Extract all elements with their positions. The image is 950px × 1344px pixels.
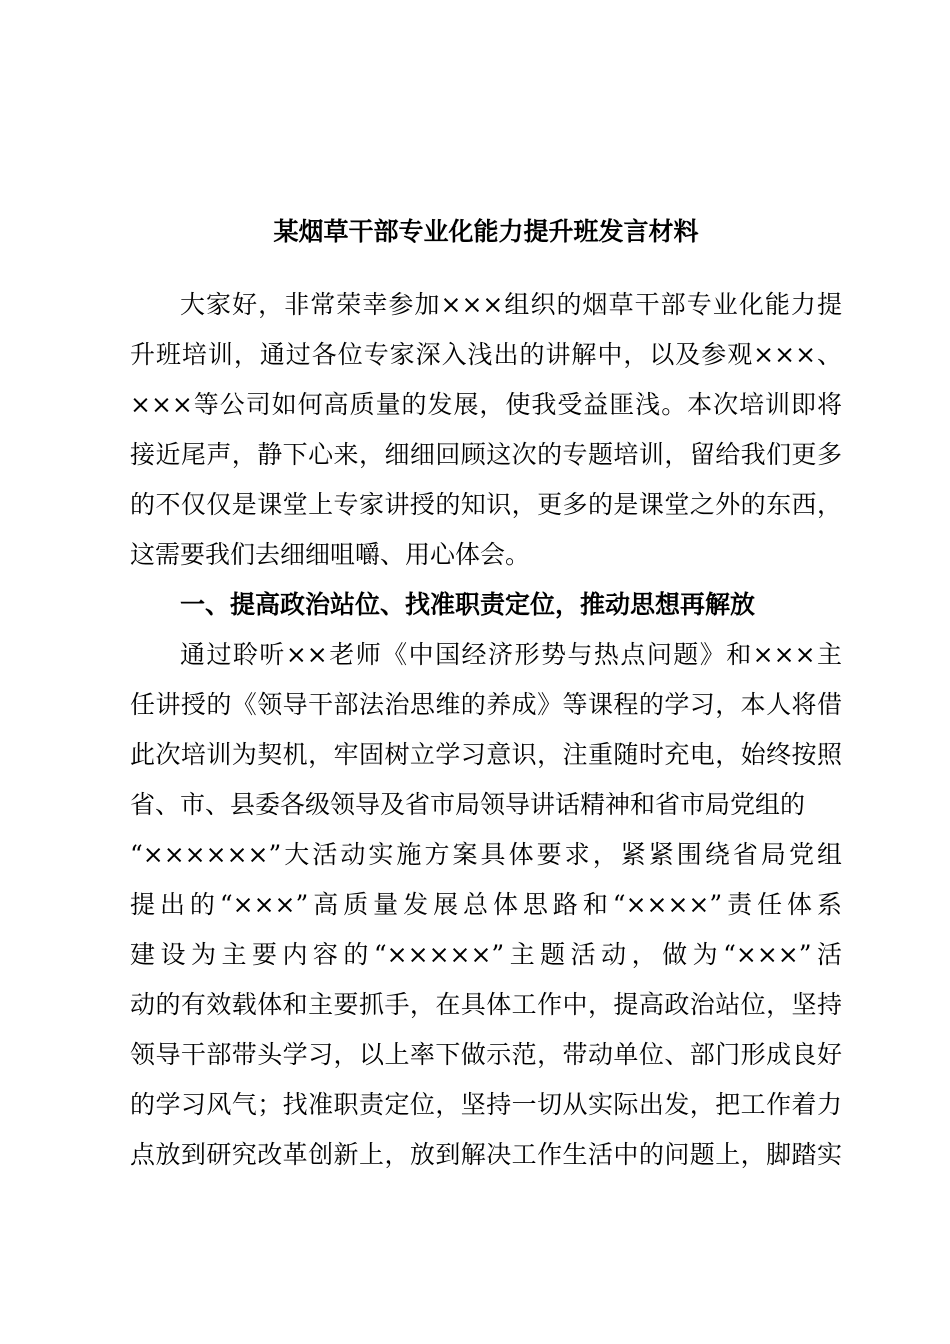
paragraph-1-line: 升班培训，通过各位专家深入浅出的讲解中，以及参观×××、: [130, 340, 842, 369]
paragraph-2-line: “××××××”大活动实施方案具体要求，紧紧围绕省局党组: [130, 840, 842, 869]
paragraph-2-line: 省、市、县委各级领导及省市局领导讲话精神和省市局党组的: [130, 790, 806, 819]
section-heading: 一、提高政治站位、找准职责定位，推动思想再解放: [180, 590, 756, 619]
paragraph-2-line: 通过聆听××老师《中国经济形势与热点问题》和×××主: [180, 640, 842, 669]
paragraph-2-line: 建设为主要内容的“×××××”主题活动，做为“×××”活: [130, 940, 842, 969]
paragraph-1-line: 的不仅仅是课堂上专家讲授的知识，更多的是课堂之外的东西，: [130, 490, 842, 519]
paragraph-2-line: 的学习风气；找准职责定位，坚持一切从实际出发，把工作着力: [130, 1090, 842, 1119]
paragraph-1-line: 这需要我们去细细咀嚼、用心体会。: [130, 540, 531, 569]
paragraph-2-line: 领导干部带头学习，以上率下做示范，带动单位、部门形成良好: [130, 1040, 842, 1069]
document-title: 某烟草干部专业化能力提升班发言材料: [273, 217, 699, 246]
paragraph-1-line: 接近尾声，静下心来，细细回顾这次的专题培训，留给我们更多: [130, 440, 842, 469]
paragraph-1-line: 大家好，非常荣幸参加×××组织的烟草干部专业化能力提: [180, 290, 842, 319]
paragraph-1-line: ×××等公司如何高质量的发展，使我受益匪浅。本次培训即将: [130, 390, 842, 419]
paragraph-2-line: 此次培训为契机，牢固树立学习意识，注重随时充电，始终按照: [130, 740, 842, 769]
paragraph-2-line: 提出的“×××”高质量发展总体思路和“××××”责任体系: [130, 890, 842, 919]
paragraph-2-line: 点放到研究改革创新上，放到解决工作生活中的问题上，脚踏实: [130, 1140, 842, 1169]
paragraph-2-line: 动的有效载体和主要抓手，在具体工作中，提高政治站位，坚持: [130, 990, 842, 1019]
paragraph-2-line: 任讲授的《领导干部法治思维的养成》等课程的学习，本人将借: [130, 690, 842, 719]
